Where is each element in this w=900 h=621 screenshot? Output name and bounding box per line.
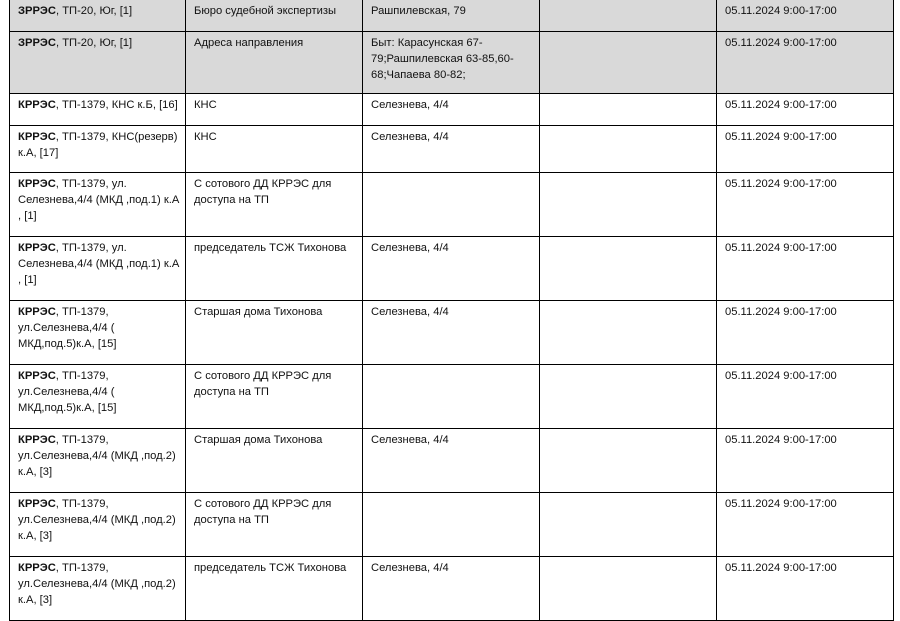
empty-cell [540, 32, 717, 94]
address-cell [363, 173, 540, 237]
address-cell [363, 493, 540, 557]
time-cell: 05.11.2024 9:00-17:00 [717, 173, 894, 237]
object-text: , ТП-1379, ул.Селезнева,4/4 ( МКД,под.5)к.А, [15] [18, 306, 117, 350]
address-cell: Селезнева, 4/4 [363, 429, 540, 493]
object-cell [10, 493, 186, 557]
object-cell [10, 0, 186, 32]
address-cell: Быт: Карасунская 67-79;Рашпилевская 63-85,60-68;Чапаева 80-82; [363, 32, 540, 94]
object-cell [10, 429, 186, 493]
object-cell [10, 557, 186, 621]
empty-cell [540, 94, 717, 126]
time-cell: 05.11.2024 9:00-17:00 [717, 0, 894, 32]
object-cell [10, 126, 186, 173]
time-cell: 05.11.2024 9:00-17:00 [717, 365, 894, 429]
res-name: КРРЭС [18, 131, 56, 143]
table-row [10, 126, 894, 173]
table-row [10, 429, 894, 493]
time-cell: 05.11.2024 9:00-17:00 [717, 94, 894, 126]
address-cell: Селезнева, 4/4 [363, 94, 540, 126]
consumer-cell: КНС [186, 126, 363, 173]
time-cell: 05.11.2024 9:00-17:00 [717, 301, 894, 365]
table-row [10, 94, 894, 126]
object-text: , ТП-1379, ул. Селезнева,4/4 (МКД ,под.1) к.А , [1] [18, 178, 180, 222]
empty-cell [540, 365, 717, 429]
consumer-cell: председатель ТСЖ Тихонова [186, 237, 363, 301]
object-text: , ТП-20, Юг, [1] [55, 37, 133, 49]
consumer-cell: Адреса направления [186, 32, 363, 94]
res-name: КРРЭС [18, 434, 56, 446]
consumer-cell: С сотового ДД КРРЭС для доступа на ТП [186, 365, 363, 429]
address-cell: Селезнева, 4/4 [363, 557, 540, 621]
object-text: , ТП-1379, ул.Селезнева,4/4 (МКД ,под.2) к.А, [3] [18, 498, 176, 542]
object-text: , ТП-1379, ул.Селезнева,4/4 (МКД ,под.2) к.А, [3] [18, 562, 176, 606]
res-name: КРРЭС [18, 498, 56, 510]
consumer-cell: Старшая дома Тихонова [186, 301, 363, 365]
object-cell [10, 237, 186, 301]
object-cell [10, 32, 186, 94]
empty-cell [540, 493, 717, 557]
table-row [10, 32, 894, 94]
object-text: , ТП-1379, ул.Селезнева,4/4 (МКД ,под.2) к.А, [3] [18, 434, 176, 478]
time-cell: 05.11.2024 9:00-17:00 [717, 32, 894, 94]
time-cell: 05.11.2024 9:00-17:00 [717, 126, 894, 173]
empty-cell [540, 237, 717, 301]
time-cell: 05.11.2024 9:00-17:00 [717, 557, 894, 621]
address-cell [363, 365, 540, 429]
object-cell [10, 365, 186, 429]
object-cell [10, 173, 186, 237]
object-text: , ТП-20, Юг, [1] [55, 5, 133, 17]
address-cell: Селезнева, 4/4 [363, 301, 540, 365]
outage-schedule-table [9, 0, 894, 621]
table-row [10, 365, 894, 429]
consumer-cell: С сотового ДД КРРЭС для доступа на ТП [186, 493, 363, 557]
table-row [10, 0, 894, 32]
address-cell: Рашпилевская, 79 [363, 0, 540, 32]
address-cell: Селезнева, 4/4 [363, 237, 540, 301]
consumer-cell: Старшая дома Тихонова [186, 429, 363, 493]
table-row [10, 493, 894, 557]
table-row [10, 301, 894, 365]
empty-cell [540, 173, 717, 237]
res-name: КРРЭС [18, 178, 56, 190]
consumer-cell: председатель ТСЖ Тихонова [186, 557, 363, 621]
empty-cell [540, 557, 717, 621]
empty-cell [540, 301, 717, 365]
object-cell [10, 301, 186, 365]
consumer-cell: С сотового ДД КРРЭС для доступа на ТП [186, 173, 363, 237]
object-text: , ТП-1379, ул. Селезнева,4/4 (МКД ,под.1) к.А , [1] [18, 242, 180, 286]
res-name: КРРЭС [18, 306, 56, 318]
object-text: , ТП-1379, КНС к.Б, [16] [55, 99, 178, 111]
consumer-cell: КНС [186, 94, 363, 126]
table-row [10, 237, 894, 301]
res-name: КРРЭС [18, 99, 56, 111]
object-cell [10, 94, 186, 126]
object-text: , ТП-1379, КНС(резерв) к.А, [17] [18, 131, 178, 159]
empty-cell [540, 0, 717, 32]
res-name: ЗРРЭС [18, 37, 56, 49]
time-cell: 05.11.2024 9:00-17:00 [717, 237, 894, 301]
res-name: КРРЭС [18, 562, 56, 574]
empty-cell [540, 126, 717, 173]
empty-cell [540, 429, 717, 493]
address-cell: Селезнева, 4/4 [363, 126, 540, 173]
time-cell: 05.11.2024 9:00-17:00 [717, 429, 894, 493]
res-name: КРРЭС [18, 370, 56, 382]
object-text: , ТП-1379, ул.Селезнева,4/4 ( МКД,под.5)к.А, [15] [18, 370, 117, 414]
res-name: ЗРРЭС [18, 5, 56, 17]
res-name: КРРЭС [18, 242, 56, 254]
table-row [10, 173, 894, 237]
consumer-cell: Бюро судебной экспертизы [186, 0, 363, 32]
time-cell: 05.11.2024 9:00-17:00 [717, 493, 894, 557]
table-row [10, 557, 894, 621]
